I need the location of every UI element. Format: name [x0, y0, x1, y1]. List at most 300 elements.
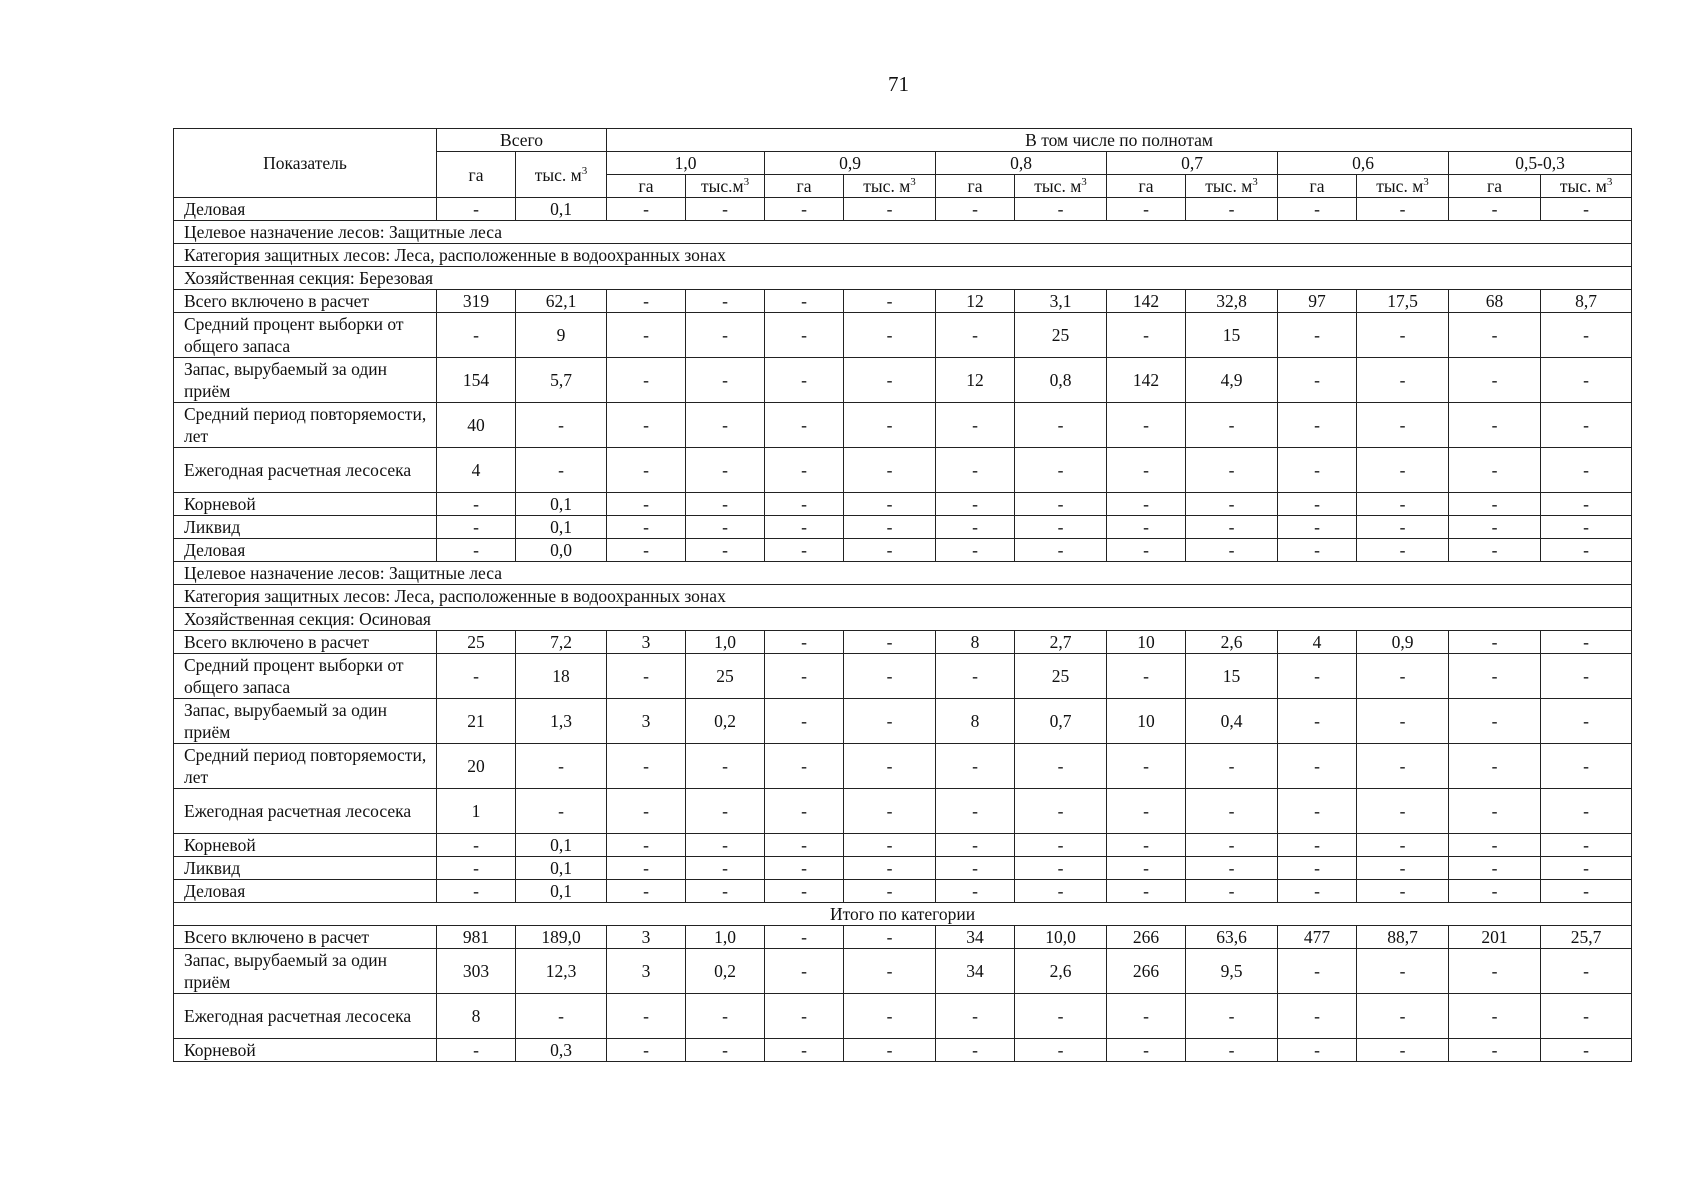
- table-cell: -: [765, 949, 844, 994]
- table-cell: -: [844, 290, 936, 313]
- table-cell: -: [1449, 880, 1541, 903]
- table-cell: 25: [1015, 654, 1107, 699]
- table-row: [174, 290, 1632, 313]
- header-unit-volume: тыс. $м^3$: [1357, 175, 1449, 198]
- table-cell: -: [1186, 857, 1278, 880]
- total-row: [174, 903, 1632, 926]
- table-cell: -: [1186, 1039, 1278, 1062]
- table-cell: -: [936, 744, 1015, 789]
- table-cell: -: [844, 926, 936, 949]
- table-cell: -: [1541, 448, 1632, 493]
- table-cell: -: [1278, 994, 1357, 1039]
- section-heading: Категория защитных лесов: Леса, расположенные в водоохранных зонах: [174, 244, 1632, 267]
- table-cell: -: [1541, 313, 1632, 358]
- row-label: Ежегодная расчетная лесосека: [174, 994, 437, 1039]
- table-cell: -: [607, 198, 686, 221]
- row-label: Деловая: [174, 539, 437, 562]
- table-cell: -: [844, 1039, 936, 1062]
- table-cell: -: [516, 403, 607, 448]
- table-cell: -: [1278, 403, 1357, 448]
- table-cell: -: [1107, 857, 1186, 880]
- table-row: [174, 949, 1632, 994]
- table-cell: -: [936, 198, 1015, 221]
- table-cell: -: [844, 358, 936, 403]
- header-unit-volume: $тыс.м^3$: [686, 175, 765, 198]
- table-cell: -: [844, 448, 936, 493]
- table-cell: -: [1015, 448, 1107, 493]
- row-label: Средний процент выборки от общего запаса: [174, 313, 437, 358]
- row-label: Всего включено в расчет: [174, 926, 437, 949]
- row-label: Запас, вырубаемый за один приём: [174, 358, 437, 403]
- table-cell: -: [607, 403, 686, 448]
- table-cell: -: [765, 290, 844, 313]
- table-row: [174, 358, 1632, 403]
- table-cell: -: [686, 834, 765, 857]
- table-cell: -: [1015, 539, 1107, 562]
- table-row: [174, 744, 1632, 789]
- forest-allocation-table: [173, 128, 1632, 1062]
- table-cell: -: [1278, 857, 1357, 880]
- table-cell: -: [765, 699, 844, 744]
- table-cell: -: [1278, 1039, 1357, 1062]
- table-cell: -: [1357, 699, 1449, 744]
- table-cell: -: [1357, 880, 1449, 903]
- table-cell: -: [1278, 516, 1357, 539]
- table-cell: -: [1186, 880, 1278, 903]
- table-cell: -: [1015, 516, 1107, 539]
- table-cell: -: [1541, 654, 1632, 699]
- table-cell: -: [844, 880, 936, 903]
- table-cell: 0,8: [1015, 358, 1107, 403]
- table-cell: -: [936, 789, 1015, 834]
- table-cell: 25: [686, 654, 765, 699]
- table-cell: -: [437, 198, 516, 221]
- table-row: [174, 880, 1632, 903]
- table-cell: -: [1541, 994, 1632, 1039]
- table-cell: -: [1449, 699, 1541, 744]
- table-cell: -: [1357, 1039, 1449, 1062]
- table-cell: 18: [516, 654, 607, 699]
- row-label: Деловая: [174, 198, 437, 221]
- table-cell: -: [936, 857, 1015, 880]
- table-cell: -: [607, 448, 686, 493]
- table-cell: 10: [1107, 699, 1186, 744]
- row-label: Средний период повторяемости, лет: [174, 403, 437, 448]
- table-cell: -: [516, 448, 607, 493]
- table-cell: -: [844, 744, 936, 789]
- table-cell: -: [844, 994, 936, 1039]
- table-cell: -: [1357, 539, 1449, 562]
- table-row: [174, 448, 1632, 493]
- table-cell: 0,4: [1186, 699, 1278, 744]
- table-cell: -: [607, 1039, 686, 1062]
- table-cell: -: [765, 631, 844, 654]
- table-cell: 8,7: [1541, 290, 1632, 313]
- table-cell: 981: [437, 926, 516, 949]
- section-heading: Целевое назначение лесов: Защитные леса: [174, 221, 1632, 244]
- table-cell: -: [1357, 949, 1449, 994]
- table-cell: -: [844, 403, 936, 448]
- table-row: [174, 789, 1632, 834]
- header-unit-ha: га: [1107, 175, 1186, 198]
- table-cell: -: [1278, 539, 1357, 562]
- table-cell: -: [1186, 493, 1278, 516]
- table-cell: -: [1278, 493, 1357, 516]
- section-heading: Целевое назначение лесов: Защитные леса: [174, 562, 1632, 585]
- section-heading: Хозяйственная секция: Березовая: [174, 267, 1632, 290]
- table-cell: -: [1357, 516, 1449, 539]
- table-cell: 3: [607, 631, 686, 654]
- table-row: [174, 539, 1632, 562]
- table-cell: -: [844, 516, 936, 539]
- table-cell: -: [607, 880, 686, 903]
- table-cell: -: [686, 493, 765, 516]
- page-number: 71: [888, 72, 909, 96]
- table-cell: -: [1357, 744, 1449, 789]
- header-unit-ha: га: [1278, 175, 1357, 198]
- table-cell: -: [844, 699, 936, 744]
- table-cell: -: [765, 789, 844, 834]
- table-cell: -: [607, 744, 686, 789]
- table-cell: 154: [437, 358, 516, 403]
- table-cell: -: [844, 539, 936, 562]
- table-cell: -: [1449, 654, 1541, 699]
- table-cell: 0,1: [516, 880, 607, 903]
- table-cell: -: [1278, 654, 1357, 699]
- table-cell: -: [1449, 949, 1541, 994]
- table-cell: -: [936, 834, 1015, 857]
- table-cell: -: [765, 744, 844, 789]
- table-cell: 63,6: [1186, 926, 1278, 949]
- row-label: Корневой: [174, 1039, 437, 1062]
- table-cell: -: [1449, 403, 1541, 448]
- table-cell: -: [1278, 789, 1357, 834]
- table-cell: -: [844, 493, 936, 516]
- table-cell: -: [765, 403, 844, 448]
- table-cell: -: [765, 358, 844, 403]
- table-cell: 1: [437, 789, 516, 834]
- table-cell: 12: [936, 290, 1015, 313]
- row-label: Средний процент выборки от общего запаса: [174, 654, 437, 699]
- table-cell: -: [1107, 880, 1186, 903]
- table-cell: -: [765, 654, 844, 699]
- table-cell: -: [936, 493, 1015, 516]
- table-cell: -: [844, 198, 936, 221]
- table-cell: -: [1357, 403, 1449, 448]
- table-row: [174, 631, 1632, 654]
- section-row: [174, 221, 1632, 244]
- total-heading: Итого по категории: [174, 903, 1632, 926]
- table-cell: -: [1015, 493, 1107, 516]
- header-density-08: 0,8: [936, 152, 1107, 175]
- table-cell: -: [765, 834, 844, 857]
- table-cell: -: [1107, 834, 1186, 857]
- table-cell: 0,2: [686, 699, 765, 744]
- row-label: Ликвид: [174, 516, 437, 539]
- table-cell: -: [437, 313, 516, 358]
- table-cell: -: [1449, 857, 1541, 880]
- table-cell: 189,0: [516, 926, 607, 949]
- table-cell: -: [1449, 448, 1541, 493]
- table-cell: -: [1449, 631, 1541, 654]
- table-cell: -: [844, 789, 936, 834]
- header-unit-ha: га: [936, 175, 1015, 198]
- table-cell: 2,6: [1015, 949, 1107, 994]
- table-cell: 266: [1107, 926, 1186, 949]
- header-total: Всего: [437, 129, 607, 152]
- header-density-05-03: 0,5-0,3: [1449, 152, 1632, 175]
- table-cell: -: [1357, 493, 1449, 516]
- table-cell: -: [686, 448, 765, 493]
- table-cell: 9: [516, 313, 607, 358]
- table-cell: -: [1541, 403, 1632, 448]
- table-cell: -: [686, 358, 765, 403]
- table-cell: -: [1186, 403, 1278, 448]
- row-label: Деловая: [174, 880, 437, 903]
- table-cell: -: [1107, 744, 1186, 789]
- table-row: [174, 699, 1632, 744]
- table-cell: -: [1449, 516, 1541, 539]
- table-cell: 5,7: [516, 358, 607, 403]
- table-cell: -: [607, 516, 686, 539]
- table-cell: -: [1186, 834, 1278, 857]
- table-cell: -: [437, 539, 516, 562]
- table-cell: -: [686, 994, 765, 1039]
- table-cell: 10: [1107, 631, 1186, 654]
- table-cell: 0,9: [1357, 631, 1449, 654]
- table-cell: 8: [437, 994, 516, 1039]
- table-row: [174, 834, 1632, 857]
- table-row: [174, 857, 1632, 880]
- table-cell: -: [1015, 744, 1107, 789]
- table-cell: 62,1: [516, 290, 607, 313]
- row-label: Корневой: [174, 834, 437, 857]
- table-cell: -: [437, 880, 516, 903]
- table-cell: -: [1541, 857, 1632, 880]
- table-cell: -: [1357, 358, 1449, 403]
- table-row: [174, 1039, 1632, 1062]
- table-cell: -: [1107, 1039, 1186, 1062]
- table-cell: -: [844, 949, 936, 994]
- table-cell: -: [1449, 539, 1541, 562]
- table-cell: -: [686, 313, 765, 358]
- table-cell: 12: [936, 358, 1015, 403]
- table-cell: -: [1541, 358, 1632, 403]
- table-cell: -: [936, 539, 1015, 562]
- table-cell: 34: [936, 949, 1015, 994]
- header-unit-ha: га: [1449, 175, 1541, 198]
- table-cell: -: [1107, 516, 1186, 539]
- table-cell: -: [1449, 834, 1541, 857]
- table-row: [174, 994, 1632, 1039]
- header-unit-volume: тыс. $м^3$: [844, 175, 936, 198]
- table-cell: 201: [1449, 926, 1541, 949]
- section-row: [174, 267, 1632, 290]
- table-cell: 97: [1278, 290, 1357, 313]
- table-cell: -: [1107, 994, 1186, 1039]
- table-cell: 15: [1186, 313, 1278, 358]
- table-header: [174, 129, 1632, 198]
- table-cell: -: [936, 403, 1015, 448]
- table-row: [174, 493, 1632, 516]
- table-cell: -: [1541, 699, 1632, 744]
- table-cell: -: [1541, 1039, 1632, 1062]
- table-cell: -: [1107, 313, 1186, 358]
- table-cell: -: [607, 493, 686, 516]
- table-cell: 142: [1107, 290, 1186, 313]
- table-cell: -: [1449, 198, 1541, 221]
- table-cell: -: [1449, 358, 1541, 403]
- table-cell: -: [1541, 880, 1632, 903]
- table-cell: -: [844, 654, 936, 699]
- table-cell: -: [1186, 994, 1278, 1039]
- table-cell: -: [1278, 880, 1357, 903]
- table-cell: 142: [1107, 358, 1186, 403]
- table-row: [174, 926, 1632, 949]
- table-cell: 319: [437, 290, 516, 313]
- table-cell: -: [765, 539, 844, 562]
- header-density-09: 0,9: [765, 152, 936, 175]
- table-cell: 3: [607, 699, 686, 744]
- table-cell: 25: [437, 631, 516, 654]
- table-cell: -: [1541, 949, 1632, 994]
- table-cell: 8: [936, 631, 1015, 654]
- table-cell: -: [1541, 516, 1632, 539]
- table-cell: -: [1107, 539, 1186, 562]
- table-cell: 3,1: [1015, 290, 1107, 313]
- table-cell: -: [1278, 313, 1357, 358]
- table-cell: -: [765, 994, 844, 1039]
- row-label: Запас, вырубаемый за один приём: [174, 699, 437, 744]
- table-cell: -: [936, 654, 1015, 699]
- table-cell: 2,6: [1186, 631, 1278, 654]
- table-cell: -: [1449, 994, 1541, 1039]
- table-cell: -: [607, 313, 686, 358]
- table-cell: -: [1449, 1039, 1541, 1062]
- table-cell: -: [437, 834, 516, 857]
- table-row: [174, 654, 1632, 699]
- table-cell: -: [1186, 789, 1278, 834]
- table-cell: -: [1449, 313, 1541, 358]
- table-body: [174, 198, 1632, 1062]
- table-cell: -: [607, 358, 686, 403]
- table-cell: -: [1449, 744, 1541, 789]
- row-label: Ежегодная расчетная лесосека: [174, 789, 437, 834]
- header-total-volume: тыс. $м^3$: [516, 152, 607, 198]
- table-cell: -: [1107, 198, 1186, 221]
- table-cell: -: [1449, 789, 1541, 834]
- table-cell: -: [437, 493, 516, 516]
- table-cell: -: [1015, 789, 1107, 834]
- table-cell: -: [607, 654, 686, 699]
- table-cell: -: [686, 1039, 765, 1062]
- table-cell: 0,7: [1015, 699, 1107, 744]
- table-cell: -: [1186, 198, 1278, 221]
- table-cell: 9,5: [1186, 949, 1278, 994]
- table-cell: 4: [1278, 631, 1357, 654]
- header-unit-ha: га: [607, 175, 686, 198]
- table-cell: 68: [1449, 290, 1541, 313]
- row-label: Всего включено в расчет: [174, 290, 437, 313]
- table-cell: -: [1357, 789, 1449, 834]
- table-cell: -: [1357, 448, 1449, 493]
- section-row: [174, 244, 1632, 267]
- table-cell: -: [1449, 493, 1541, 516]
- table-cell: -: [936, 516, 1015, 539]
- table-cell: 303: [437, 949, 516, 994]
- table-cell: -: [936, 994, 1015, 1039]
- table-cell: -: [1186, 516, 1278, 539]
- table-cell: -: [1015, 994, 1107, 1039]
- table-cell: -: [1357, 994, 1449, 1039]
- table-row: [174, 313, 1632, 358]
- table-cell: -: [607, 290, 686, 313]
- table-cell: -: [1186, 448, 1278, 493]
- header-including: В том числе по полнотам: [607, 129, 1632, 152]
- table-cell: -: [1278, 699, 1357, 744]
- table-cell: -: [1278, 834, 1357, 857]
- table-cell: -: [1015, 1039, 1107, 1062]
- table-cell: 0,1: [516, 834, 607, 857]
- table-cell: 12,3: [516, 949, 607, 994]
- table-cell: 0,1: [516, 516, 607, 539]
- table-cell: -: [1541, 493, 1632, 516]
- table-cell: -: [1015, 880, 1107, 903]
- table-cell: -: [1107, 654, 1186, 699]
- section-heading: Категория защитных лесов: Леса, расположенные в водоохранных зонах: [174, 585, 1632, 608]
- table-cell: 17,5: [1357, 290, 1449, 313]
- table-cell: -: [607, 994, 686, 1039]
- table-cell: -: [1541, 744, 1632, 789]
- table-cell: 32,8: [1186, 290, 1278, 313]
- table-cell: 4: [437, 448, 516, 493]
- table-cell: -: [686, 403, 765, 448]
- table-cell: 1,0: [686, 926, 765, 949]
- table-cell: 10,0: [1015, 926, 1107, 949]
- table-cell: 34: [936, 926, 1015, 949]
- table-cell: -: [1357, 834, 1449, 857]
- table-cell: -: [1278, 949, 1357, 994]
- table-cell: -: [437, 516, 516, 539]
- header-unit-volume: тыс. $м^3$: [1015, 175, 1107, 198]
- section-row: [174, 608, 1632, 631]
- table-cell: -: [936, 313, 1015, 358]
- table-cell: 21: [437, 699, 516, 744]
- table-cell: -: [765, 448, 844, 493]
- table-cell: -: [1357, 198, 1449, 221]
- table-cell: -: [516, 994, 607, 1039]
- table-cell: -: [607, 834, 686, 857]
- header-unit-volume: тыс. $м^3$: [1186, 175, 1278, 198]
- table-cell: 0,1: [516, 857, 607, 880]
- table-cell: 7,2: [516, 631, 607, 654]
- table-cell: -: [1278, 448, 1357, 493]
- table-cell: -: [1107, 789, 1186, 834]
- row-label: Корневой: [174, 493, 437, 516]
- table-cell: 3: [607, 949, 686, 994]
- header-density-06: 0,6: [1278, 152, 1449, 175]
- table-cell: 25,7: [1541, 926, 1632, 949]
- table-cell: -: [1357, 313, 1449, 358]
- table-cell: 1,3: [516, 699, 607, 744]
- table-cell: -: [1278, 198, 1357, 221]
- table-cell: -: [765, 516, 844, 539]
- table-cell: -: [844, 631, 936, 654]
- section-row: [174, 585, 1632, 608]
- table-cell: -: [936, 448, 1015, 493]
- table-cell: -: [1015, 198, 1107, 221]
- table-cell: -: [1107, 403, 1186, 448]
